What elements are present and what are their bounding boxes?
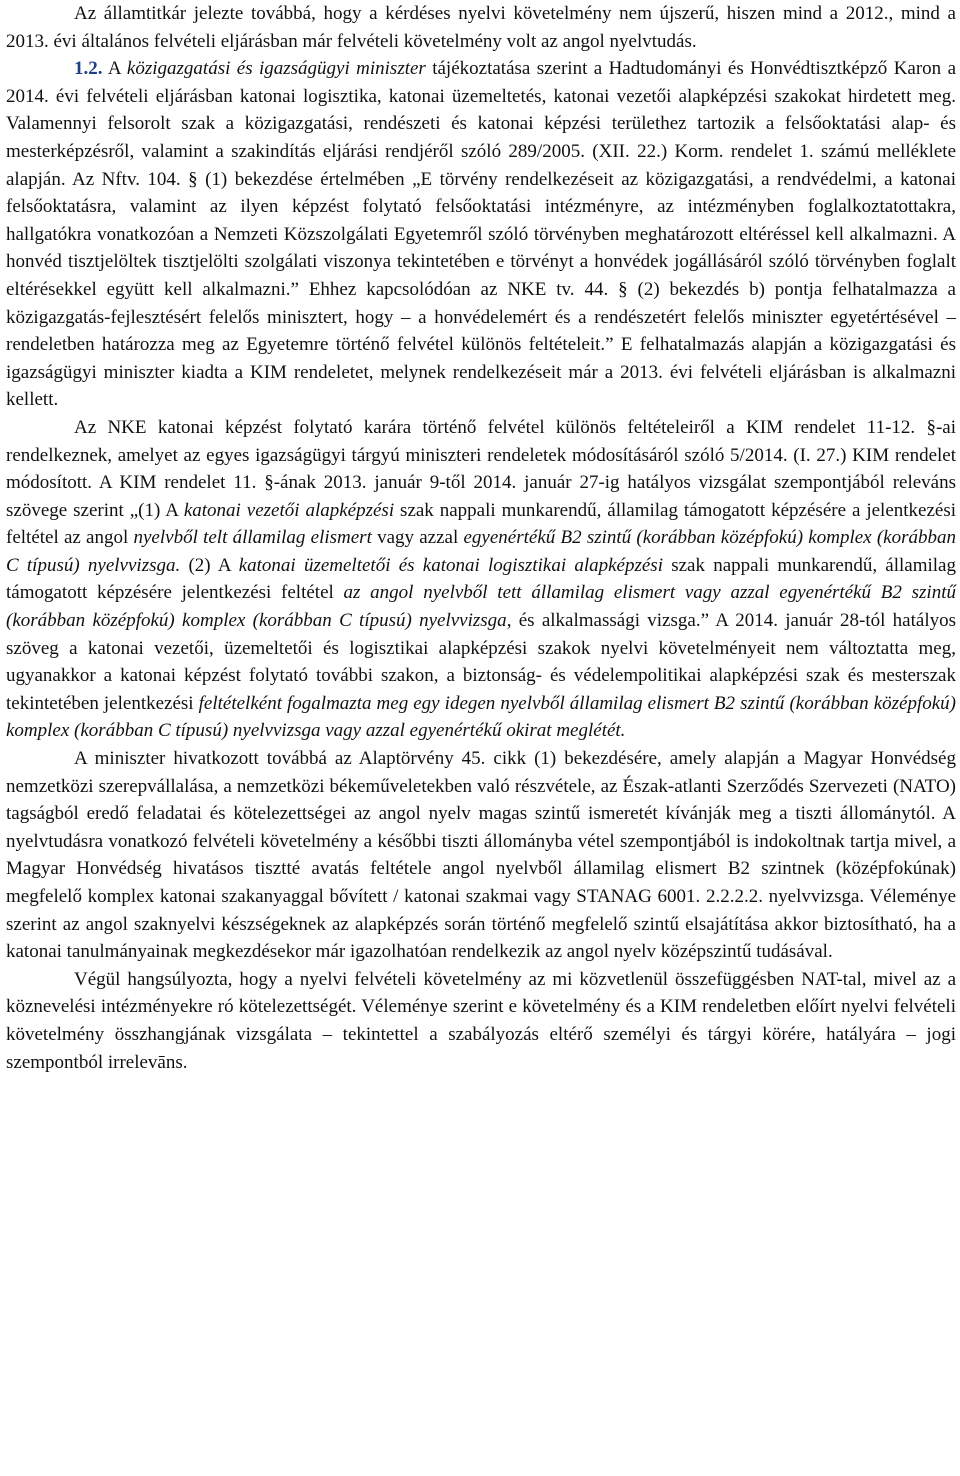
- italic-run: nyelvből telt államilag elismert: [133, 527, 372, 549]
- paragraph-1: [6, 0, 956, 55]
- text-run: szak nappali munkarendű, államilag támogatott képzésére a jelentkezési feltétel az angol: [6, 499, 956, 549]
- text-run: tájékoztatása szerint a Hadtudományi és Honvédtisztképző Karon a 2014. évi felvételi eljárásban katonai logisztika, katonai üzemeltetés, katonai vezetői alapképzési szakokat hirdetett meg. Valamennyi felsorolt szak a közigazgatási, rendészeti és katonai képzési területhez tartozik a felsőoktatási alap- és mesterképzésről, valamint a szakindítás eljárási rendjéről szóló 289/2005. (XII. 22.) Korm. rendelet 1. számú melléklete alapján. Az Nftv. 104. § (1) bekezdése értelmében „E törvény rendelkezéseit az közigazgatási, a rendvédelmi, a katonai felsőoktatásra, valamint az ilyen képzést folytató felsőoktatási intézményre, az intézményben foglalkoztatottakra, hallgatókra vonatkozóan a Nemzeti Közszolgálati Egyetemről szóló törvényben meghatározott eltéréssel kell alkalmazni. A honvéd tisztjelöltek tisztjelölti szolgálati viszonya tekintetében e törvényt a honvédek jogállásáról szóló törvényben foglalt eltérésekkel együtt kell alkalmazni.” Ehhez kapcsolódóan az NKE tv. 44. § (2) bekezdés b) pontja felhatalmazza a közigazgatás-fejlesztésért felelős minisztert, hogy – a honvédelemért és a rendészetért felelős miniszter egyetértésével – rendeletben határozza meg az Egyetemre történő felvétel különös feltételeit.” E felhatalmazás alapján a közigazgatási és igazságügyi miniszter kiadta a KIM rendeletet, melynek rendelkezéseit már a 2013. évi felvételi eljárásban is alkalmazni kellett.: [6, 58, 956, 411]
- text-run: szak nappali munkarendű, államilag támogatott képzésére jelentkezési feltétel: [6, 554, 956, 604]
- text-run: , és alkalmassági vizsga.” A 2014. január 28-tól hatályos szöveg a katonai vezetői, üzemeltetői és logisztikai alapképzési szakok nyelvi követelményeit nem változtatta meg, ugyanakkor a katonai képzést folytató további szakon, a biztonság- és védelempolitikai alapképzési szak és mesterszak tekintetében jelentkezési: [6, 610, 957, 714]
- italic-run: közigazgatási és igazságügyi miniszter: [126, 58, 426, 80]
- text-run: (2) A: [180, 554, 239, 576]
- text-run: A: [102, 58, 127, 80]
- section-number: 1.2.: [74, 58, 103, 80]
- paragraph-4: [6, 745, 956, 966]
- italic-run: az angol nyelvből tett államilag elismert vagy azzal egyenértékű B2 szintű (korábban középfokú) komplex (korábban C típusú) nyelvvizsga: [6, 582, 956, 632]
- paragraph-5: [6, 966, 956, 1076]
- paragraph-1-2: [6, 55, 956, 414]
- paragraph-text: Az államtitkár jelezte továbbá, hogy a kérdéses nyelvi követelmény nem újszerű, hiszen mind a 2012., mind a 2013. évi általános felvételi eljárásban már felvételi követelmény volt az angol nyelvtudás.: [6, 3, 956, 52]
- italic-run: katonai üzemeltetői és katonai logisztikai alapképzési: [238, 554, 663, 576]
- italic-run: katonai vezetői alapképzési: [183, 499, 395, 521]
- italic-run: egyenértékű B2 szintű (korábban középfokú) komplex (korábban C típusú) nyelvvizsga.: [6, 527, 956, 576]
- paragraph-3: [6, 414, 956, 745]
- text-run: vagy azzal: [371, 527, 464, 549]
- paragraph-text: Végül hangsúlyozta, hogy a nyelvi felvételi követelmény az mi közvetlenül összefüggésben NAT-tal, mivel az a köznevelési intézményekre ró kötelezettségét. Véleménye szerint e követelmény és a KIM rendeletben előírt nyelvi felvételi követelmény összhangjának vizsgálata – tekintettel a szabályozás eltérő személyi és tárgyi körére, hatályára – jogi szempontból irrelevāns.: [6, 968, 956, 1073]
- text-run: Az NKE katonai képzést folytató karára történő felvétel különös feltételeiről a KIM rendelet 11-12. §-ai rendelkeznek, amelyet az egyes igazságügyi tárgyú miniszteri rendeletek módosításáról szóló 5/2014. (I. 27.) KIM rendelet módosított. A KIM rendelet 11. §-ának 2013. január 9-től 2014. január 27-ig hatályos vizsgálat szempontjából releváns szövege szerint „(1) A: [6, 416, 956, 521]
- italic-run: feltételként fogalmazta meg egy idegen nyelvből államilag elismert B2 szintű (korábban középfokú) komplex (korábban C típusú) nyelvvizsga vagy azzal egyenértékű okirat meglétét.: [6, 692, 956, 742]
- paragraph-text: A miniszter hivatkozott továbbá az Alaptörvény 45. cikk (1) bekezdésére, amely alapján a Magyar Honvédség nemzetközi szerepvállalása, a nemzetközi békeműveletekben való részvétele, az Észak-atlanti Szerződés Szervezeti (NATO) tagságból eredő feladatai és kötelezettségei az angol nyelv magas szintű ismeretét kívánják meg a tiszti állománytól. A nyelvtudásra vonatkozó felvételi követelmény a későbbi tiszti állományba vétel szempontjából is indokoltnak tartja mivel, a Magyar Honvédség hivatásos tisztté avatás feltétele angol nyelvből államilag elismert B2 szintnek (középfokúnak) megfelelő komplex katonai szakanyaggal bővített / katonai szakmai vagy STANAG 6001. 2.2.2.2. nyelvvizsga. Véleménye szerint az angol szaknyelvi készségeknek az alapképzés során történő megfelelő szintű elsajátítása akkor biztosítható, ha a katonai tanulmányainak megkezdésekor már igazolhatóan rendelkezik az angol nyelv középszintű tudásával.: [6, 748, 956, 963]
